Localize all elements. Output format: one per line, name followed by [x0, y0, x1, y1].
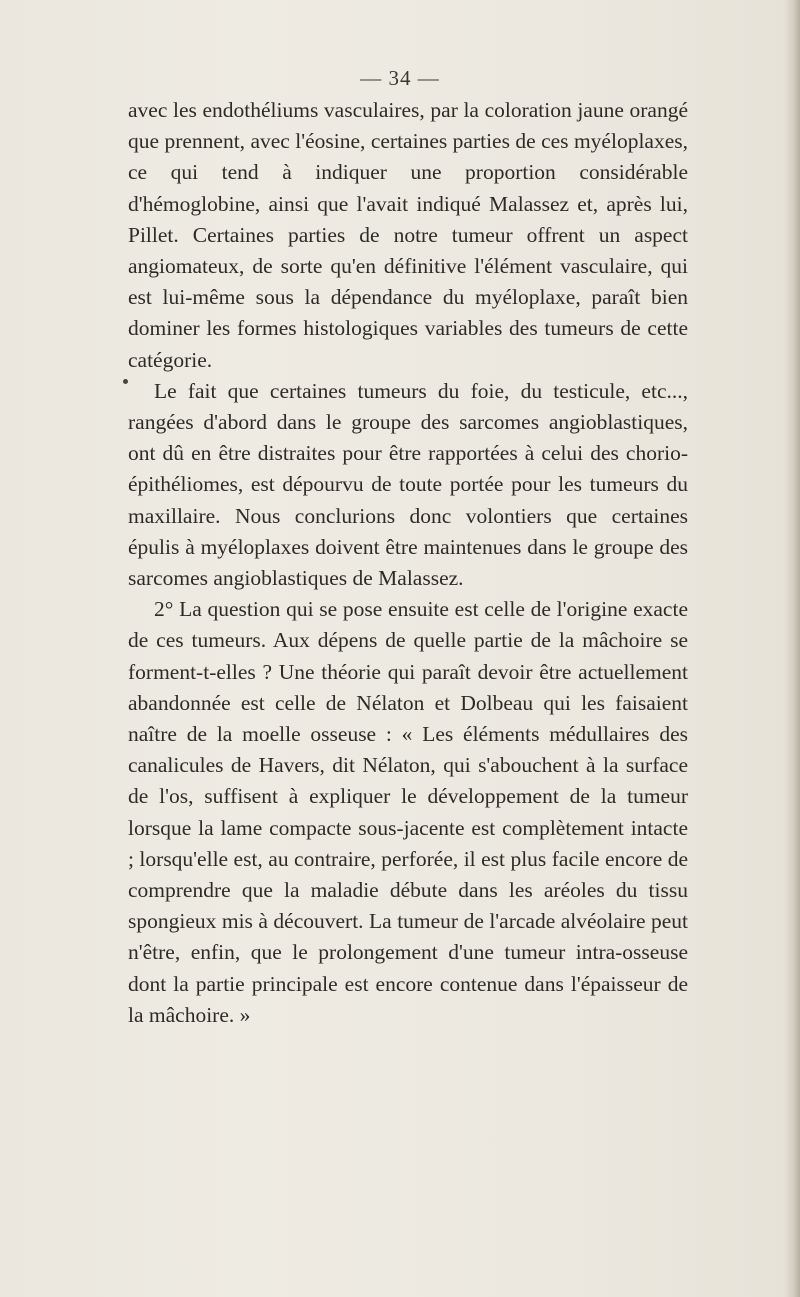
page-number: — 34 — — [360, 66, 440, 90]
paragraph-origine-tumeurs: 2° La question qui se pose ensuite est celle de l'origine exacte de ces tumeurs. Aux dépens de quelle partie de la mâchoire se forment-t-elles ? Une théorie qui paraît devoir être actuellement abandonnée est celle de Nélaton et Dolbeau qui les faisaient naître de la moelle osseuse : « Les éléments médullaires des canalicules de Havers, dit Nélaton, qui s'abouchent à la surface de l'os, suffisent à expliquer le développement de la tumeur lorsque la lame compacte sous-jacente est complètement intacte ; lorsqu'elle est, au contraire, perforée, il est plus facile encore de comprendre que la maladie débute dans les aréoles du tissu spongieux mis à découvert. La tumeur de l'arcade alvéolaire peut n'être, enfin, que le prolongement d'une tumeur intra-osseuse dont la partie principale est encore contenue dans l'épaisseur de la mâchoire. » — [128, 597, 688, 1027]
page-edge-shadow — [784, 0, 800, 1297]
body-text — [128, 95, 688, 1031]
paragraph-tumeurs-foie: Le fait que certaines tumeurs du foie, du testicule, etc..., rangées d'abord dans le groupe des sarcomes angioblastiques, ont dû en être distraites pour être rapportées à celui des chorio-épithéliomes, est dépourvu de toute portée pour les tumeurs du maxillaire. Nous conclurions donc volontiers que certaines épulis à myéloplaxes doivent être maintenues dans le groupe des sarcomes angioblastiques de Malassez. — [128, 378, 688, 591]
paragraph-continuation: avec les endothéliums vasculaires, par la coloration jaune orangé que prennent, avec l'éosine, certaines parties de ces myéloplaxes, ce qui tend à indiquer une proportion considérable d'hémoglobine, ainsi que l'avait indiqué Malassez et, après lui, Pillet. Certaines parties de notre tumeur offrent un aspect angiomateux, de sorte qu'en définitive l'élément vasculaire, qui est lui-même sous la dépendance du myéloplaxe, paraît bien dominer les formes histologiques variables des tumeurs de cette catégorie. — [128, 98, 688, 372]
